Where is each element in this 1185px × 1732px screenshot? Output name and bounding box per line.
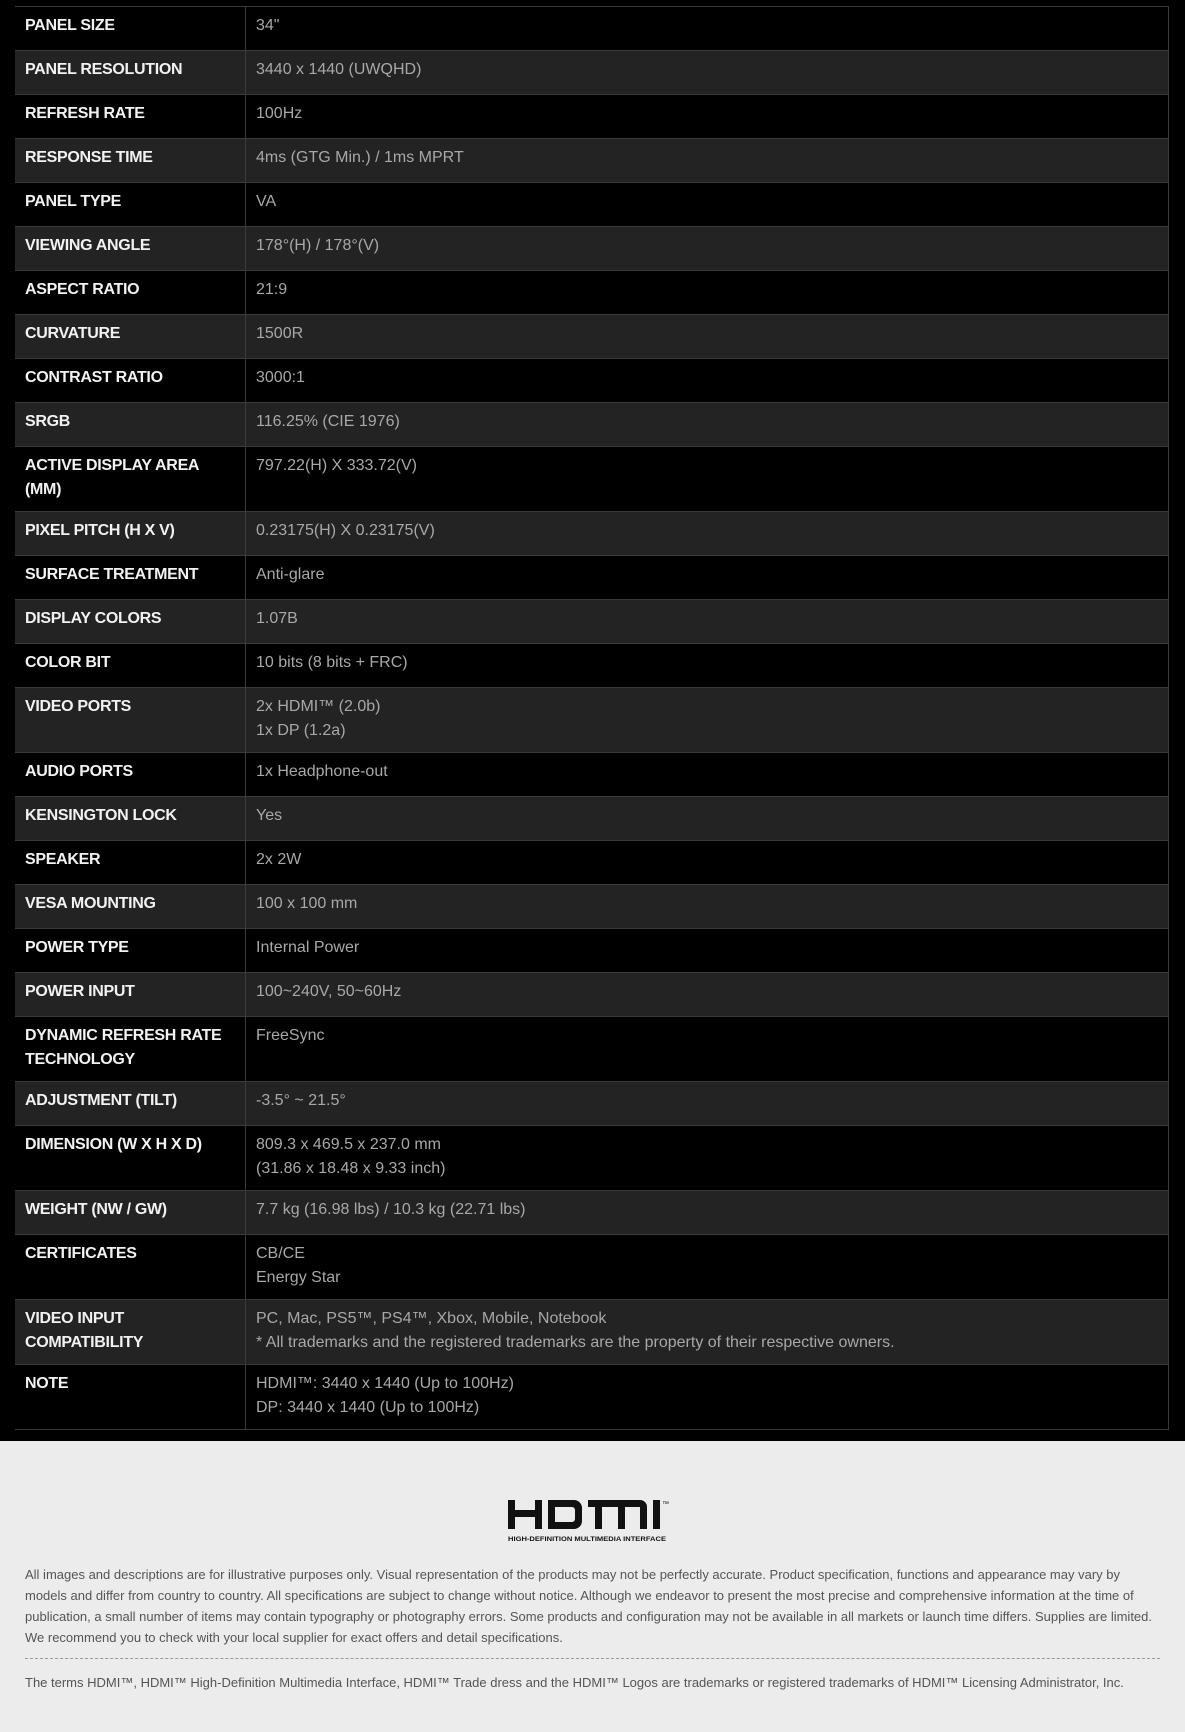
spec-value-line: 3000:1 [256,369,305,386]
spec-value-line: 100Hz [256,105,303,122]
spec-row [15,447,1169,512]
spec-value-cell [246,1235,1169,1300]
spec-row [15,1300,1169,1365]
spec-label-cell [15,1082,246,1126]
spec-value-cell [246,359,1169,403]
spec-row [15,227,1169,271]
spec-value-line: PC, Mac, PS5™, PS4™, Xbox, Mobile, Notebook [256,1310,607,1327]
spec-value-line: HDMI™: 3440 x 1440 (Up to 100Hz) [256,1375,514,1392]
spec-row [15,1126,1169,1191]
spec-value [256,1300,1158,1364]
spec-value [256,315,1158,358]
spec-value-cell [246,1300,1169,1365]
spec-label: SRGB [25,413,71,430]
spec-label: DISPLAY COLORS [25,610,162,627]
spec-label: NOTE [25,1375,69,1392]
spec-label: PIXEL PITCH (H X V) [25,522,175,539]
spec-row [15,753,1169,797]
hdmi-logo-tagline: HIGH-DEFINITION MULTIMEDIA INTERFACE [508,1536,667,1543]
spec-label-cell [15,1126,246,1191]
spec-label: POWER INPUT [25,983,135,1000]
spec-value-cell [246,688,1169,753]
spec-row [15,556,1169,600]
spec-row [15,1017,1169,1082]
spec-value-cell [246,1017,1169,1082]
spec-value [256,1082,1158,1125]
spec-label-cell [15,1365,246,1430]
spec-label: ACTIVE DISPLAY AREA (MM) [25,457,199,498]
spec-value-line: Anti-glare [256,566,325,583]
spec-label: REFRESH RATE [25,105,145,122]
spec-value-cell [246,139,1169,183]
spec-value [256,644,1158,687]
spec-value [256,885,1158,928]
spec-label-cell [15,973,246,1017]
spec-label: VIDEO INPUT COMPATIBILITY [25,1310,144,1351]
spec-value-line: 10 bits (8 bits + FRC) [256,654,408,671]
spec-label: SURFACE TREATMENT [25,566,199,583]
spec-label-cell [15,556,246,600]
spec-value [256,973,1158,1016]
spec-value [256,753,1158,796]
spec-value-cell [246,929,1169,973]
spec-row [15,1365,1169,1430]
spec-row [15,403,1169,447]
spec-label: POWER TYPE [25,939,129,956]
spec-label-cell [15,1235,246,1300]
spec-label: PANEL RESOLUTION [25,61,183,78]
spec-label: VIDEO PORTS [25,698,132,715]
spec-value-cell [246,512,1169,556]
spec-label: RESPONSE TIME [25,149,153,166]
spec-label: DYNAMIC REFRESH RATE TECHNOLOGY [25,1027,222,1068]
spec-value-cell [246,1126,1169,1191]
spec-row [15,688,1169,753]
spec-value-line: 21:9 [256,281,288,298]
spec-value-line: VA [256,193,277,210]
spec-row [15,644,1169,688]
spec-value-cell [246,51,1169,95]
spec-value-line: 1x DP (1.2a) [256,722,346,739]
disclaimer-text: All images and descriptions are for illustrative purposes only. Visual representation of the products may not be perfectly accurate. Product specification, functions and appearance may vary by models and differ from country to country. All specifications are subject to change without notice. Although we endeavor to present the most precise and comprehensive information at the time of publication, a small number of items may contain typography or photography errors. Some products and configuration may not be available in all markets or launch time differs. Supplies are limited. We recommend you to check with your local supplier for exact offers and detail specifications. [25,1567,1153,1645]
spec-label-cell [15,797,246,841]
spec-value-cell [246,183,1169,227]
spec-label: ASPECT RATIO [25,281,140,298]
spec-label-cell [15,753,246,797]
spec-label-cell [15,688,246,753]
spec-value-cell [246,315,1169,359]
spec-value [256,139,1158,182]
spec-row [15,315,1169,359]
spec-label-cell [15,403,246,447]
spec-value-line: 178°(H) / 178°(V) [256,237,380,254]
spec-value [256,271,1158,314]
spec-label-cell [15,929,246,973]
spec-value-cell [246,885,1169,929]
spec-value-line: 1500R [256,325,304,342]
spec-value-cell [246,7,1169,51]
spec-row [15,51,1169,95]
spec-value [256,929,1158,972]
spec-label-cell [15,885,246,929]
spec-value [256,797,1158,840]
spec-value-cell [246,403,1169,447]
spec-label: PANEL SIZE [25,17,115,34]
spec-value-line: (31.86 x 18.48 x 9.33 inch) [256,1160,446,1177]
spec-value-cell [246,797,1169,841]
spec-label-cell [15,512,246,556]
spec-value-cell [246,973,1169,1017]
spec-value-line: 3440 x 1440 (UWQHD) [256,61,422,78]
spec-row [15,359,1169,403]
spec-row [15,973,1169,1017]
spec-label-cell [15,359,246,403]
spec-value [256,447,1158,490]
spec-value-cell [246,600,1169,644]
spec-value [256,688,1158,752]
spec-row [15,929,1169,973]
spec-row [15,885,1169,929]
spec-value-line: 2x 2W [256,851,302,868]
spec-label: PANEL TYPE [25,193,121,210]
spec-label: CONTRAST RATIO [25,369,163,386]
spec-value [256,359,1158,402]
spec-label-cell [15,227,246,271]
spec-label: DIMENSION (W X H X D) [25,1136,202,1153]
spec-value-line: 2x HDMI™ (2.0b) [256,698,381,715]
spec-value-line: FreeSync [256,1027,325,1044]
spec-value-cell [246,841,1169,885]
spec-value [256,183,1158,226]
spec-label: CURVATURE [25,325,121,342]
spec-value-line: CB/CE [256,1245,305,1262]
spec-label-cell [15,7,246,51]
spec-value-line: -3.5° ~ 21.5° [256,1092,346,1109]
spec-value-line: 809.3 x 469.5 x 237.0 mm [256,1136,441,1153]
spec-label-cell [15,644,246,688]
spec-value [256,227,1158,270]
spec-value [256,556,1158,599]
spec-table [15,6,1169,1430]
spec-label-cell [15,315,246,359]
spec-label: CERTIFICATES [25,1245,137,1262]
spec-row [15,95,1169,139]
spec-value [256,7,1158,50]
spec-value-line: * All trademarks and the registered trademarks are the property of their respective owners. [256,1334,895,1351]
spec-value-line: 100~240V, 50~60Hz [256,983,402,1000]
spec-value [256,1126,1158,1190]
spec-value-cell [246,1191,1169,1235]
spec-label-cell [15,95,246,139]
spec-value-line: 1.07B [256,610,298,627]
spec-value [256,403,1158,446]
spec-label: VESA MOUNTING [25,895,156,912]
spec-label-cell [15,139,246,183]
spec-row [15,271,1169,315]
spec-label-cell [15,183,246,227]
spec-row [15,512,1169,556]
spec-label: SPEAKER [25,851,101,868]
spec-label-cell [15,447,246,512]
spec-value [256,1235,1158,1299]
spec-value-line: 797.22(H) X 333.72(V) [256,457,417,474]
hdmi-logo [506,1498,678,1544]
spec-value-line: 100 x 100 mm [256,895,358,912]
spec-row [15,841,1169,885]
spec-row [15,1082,1169,1126]
spec-value-line: 1x Headphone-out [256,763,388,780]
spec-value-line: Internal Power [256,939,360,956]
spec-value-line: 0.23175(H) X 0.23175(V) [256,522,435,539]
spec-label-cell [15,51,246,95]
spec-row [15,1191,1169,1235]
spec-label-cell [15,1191,246,1235]
spec-row [15,1235,1169,1300]
spec-value-line: Yes [256,807,283,824]
spec-value [256,841,1158,884]
spec-label: COLOR BIT [25,654,111,671]
spec-label: KENSINGTON LOCK [25,807,177,824]
spec-label-cell [15,271,246,315]
trademark-note: The terms HDMI™, HDMI™ High-Definition Multimedia Interface, HDMI™ Trade dress and the HDMI™ Logos are trademarks or registered trademarks of HDMI™ Licensing Administrator, Inc. [25,1675,1124,1690]
spec-value [256,1017,1158,1060]
spec-row [15,183,1169,227]
spec-value [256,51,1158,94]
footer-divider [25,1658,1160,1659]
spec-value [256,600,1158,643]
spec-value-cell [246,753,1169,797]
spec-label: VIEWING ANGLE [25,237,151,254]
spec-value [256,95,1158,138]
spec-value-cell [246,1082,1169,1126]
spec-row [15,797,1169,841]
spec-value-cell [246,227,1169,271]
spec-value-cell [246,95,1169,139]
spec-value-cell [246,644,1169,688]
spec-value-line: 34" [256,17,280,34]
spec-value-cell [246,556,1169,600]
spec-label-cell [15,1017,246,1082]
spec-label-cell [15,600,246,644]
footer [0,1441,1185,1732]
spec-value-cell [246,447,1169,512]
spec-row [15,139,1169,183]
spec-value-cell [246,271,1169,315]
spec-value-line: 116.25% (CIE 1976) [256,413,400,430]
spec-label: WEIGHT (NW / GW) [25,1201,167,1218]
spec-value [256,1191,1158,1234]
spec-label-cell [15,1300,246,1365]
spec-row [15,600,1169,644]
spec-label: ADJUSTMENT (TILT) [25,1092,177,1109]
spec-table-body [15,7,1169,1430]
hdmi-trademark-symbol: ™ [662,1501,669,1508]
spec-row [15,7,1169,51]
spec-value-line: Energy Star [256,1269,341,1286]
spec-value-line: DP: 3440 x 1440 (Up to 100Hz) [256,1399,480,1416]
spec-label-cell [15,841,246,885]
spec-value-cell [246,1365,1169,1430]
spec-value [256,512,1158,555]
spec-value-line: 7.7 kg (16.98 lbs) / 10.3 kg (22.71 lbs) [256,1201,526,1218]
spec-label: AUDIO PORTS [25,763,133,780]
spec-value-line: 4ms (GTG Min.) / 1ms MPRT [256,149,464,166]
spec-value [256,1365,1158,1429]
